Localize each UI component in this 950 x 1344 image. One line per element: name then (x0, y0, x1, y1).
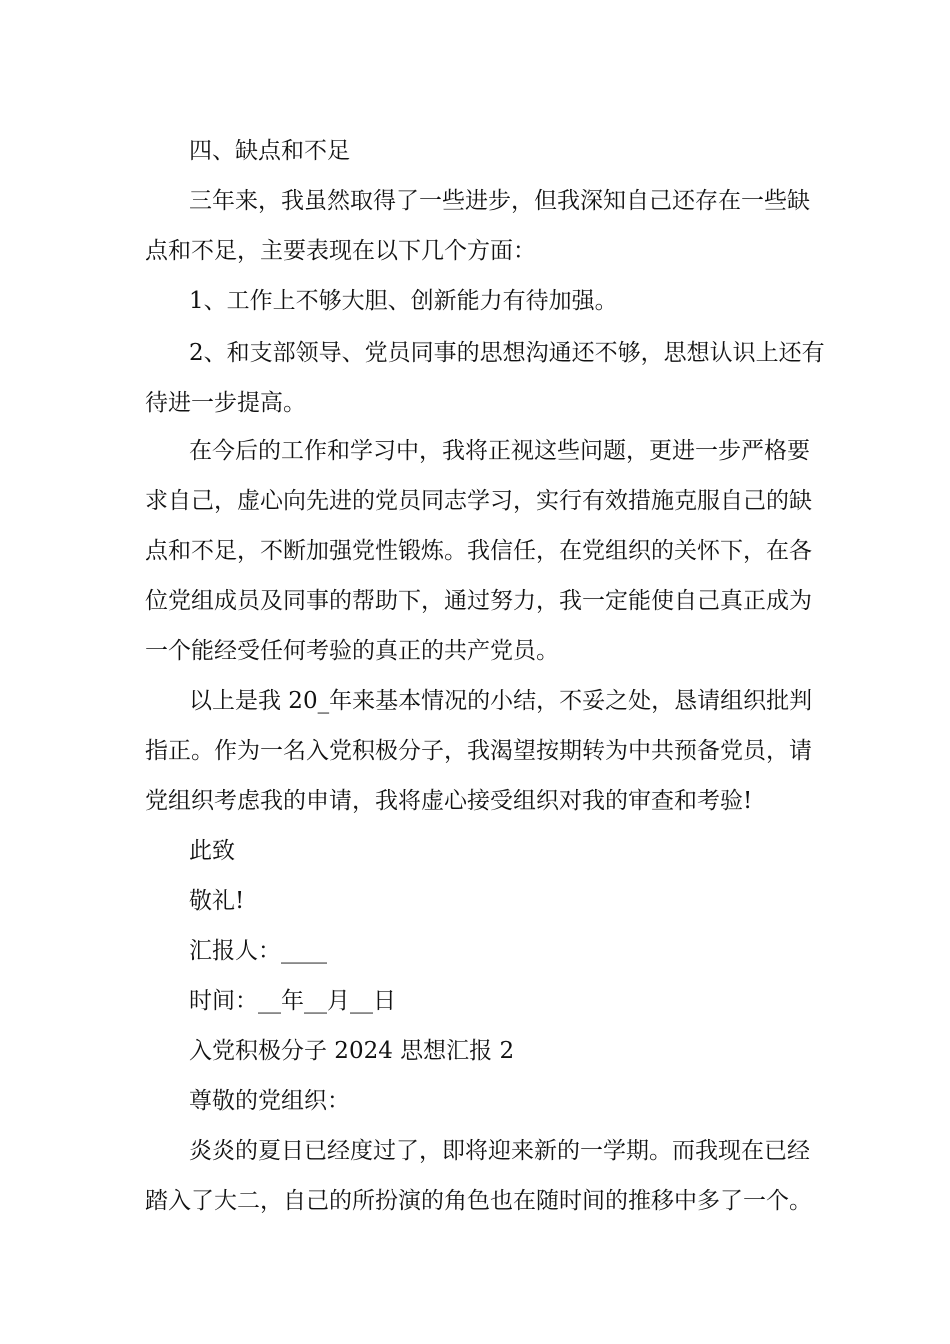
paragraph-line: 在今后的工作和学习中，我将正视这些问题，更进一步严格要 (189, 438, 810, 464)
paragraph-line: 位党组成员及同事的帮助下，通过努力，我一定能使自己真正成为 (145, 588, 812, 614)
closing-line: 此致 (189, 838, 235, 864)
list-item-continuation: 待进一步提高。 (145, 390, 306, 416)
paragraph-line: 炎炎的夏日已经度过了，即将迎来新的一学期。而我现在已经 (189, 1138, 810, 1164)
date-field: 时间：__年__月__日 (189, 988, 396, 1014)
paragraph-line: 三年来，我虽然取得了一些进步，但我深知自己还存在一些缺 (189, 188, 810, 214)
paragraph-line: 指正。作为一名入党积极分子，我渴望按期转为中共预备党员，请 (145, 738, 812, 764)
closing-salute: 敬礼! (189, 888, 245, 914)
paragraph-line: 以上是我 20_年来基本情况的小结，不妥之处，恳请组织批判 (189, 688, 813, 714)
list-item: 1、工作上不够大胆、创新能力有待加强。 (189, 288, 618, 314)
section-heading: 四、缺点和不足 (189, 138, 350, 164)
paragraph-line: 点和不足，不断加强党性锻炼。我信任，在党组织的关怀下，在各 (145, 538, 812, 564)
paragraph-line: 踏入了大二，自己的所扮演的角色也在随时间的推移中多了一个。 (145, 1188, 812, 1214)
reporter-field: 汇报人：____ (189, 938, 327, 964)
paragraph-line: 求自己，虚心向先进的党员同志学习，实行有效措施克服自己的缺 (145, 488, 812, 514)
list-item: 2、和支部领导、党员同事的思想沟通还不够，思想认识上还有 (189, 340, 825, 366)
paragraph-line: 点和不足，主要表现在以下几个方面： (145, 238, 536, 264)
report-title: 入党积极分子 2024 思想汇报 2 (189, 1038, 515, 1064)
paragraph-line: 党组织考虑我的申请，我将虚心接受组织对我的审查和考验! (145, 788, 753, 814)
salutation: 尊敬的党组织： (189, 1088, 350, 1114)
paragraph-line: 一个能经受任何考验的真正的共产党员。 (145, 638, 559, 664)
